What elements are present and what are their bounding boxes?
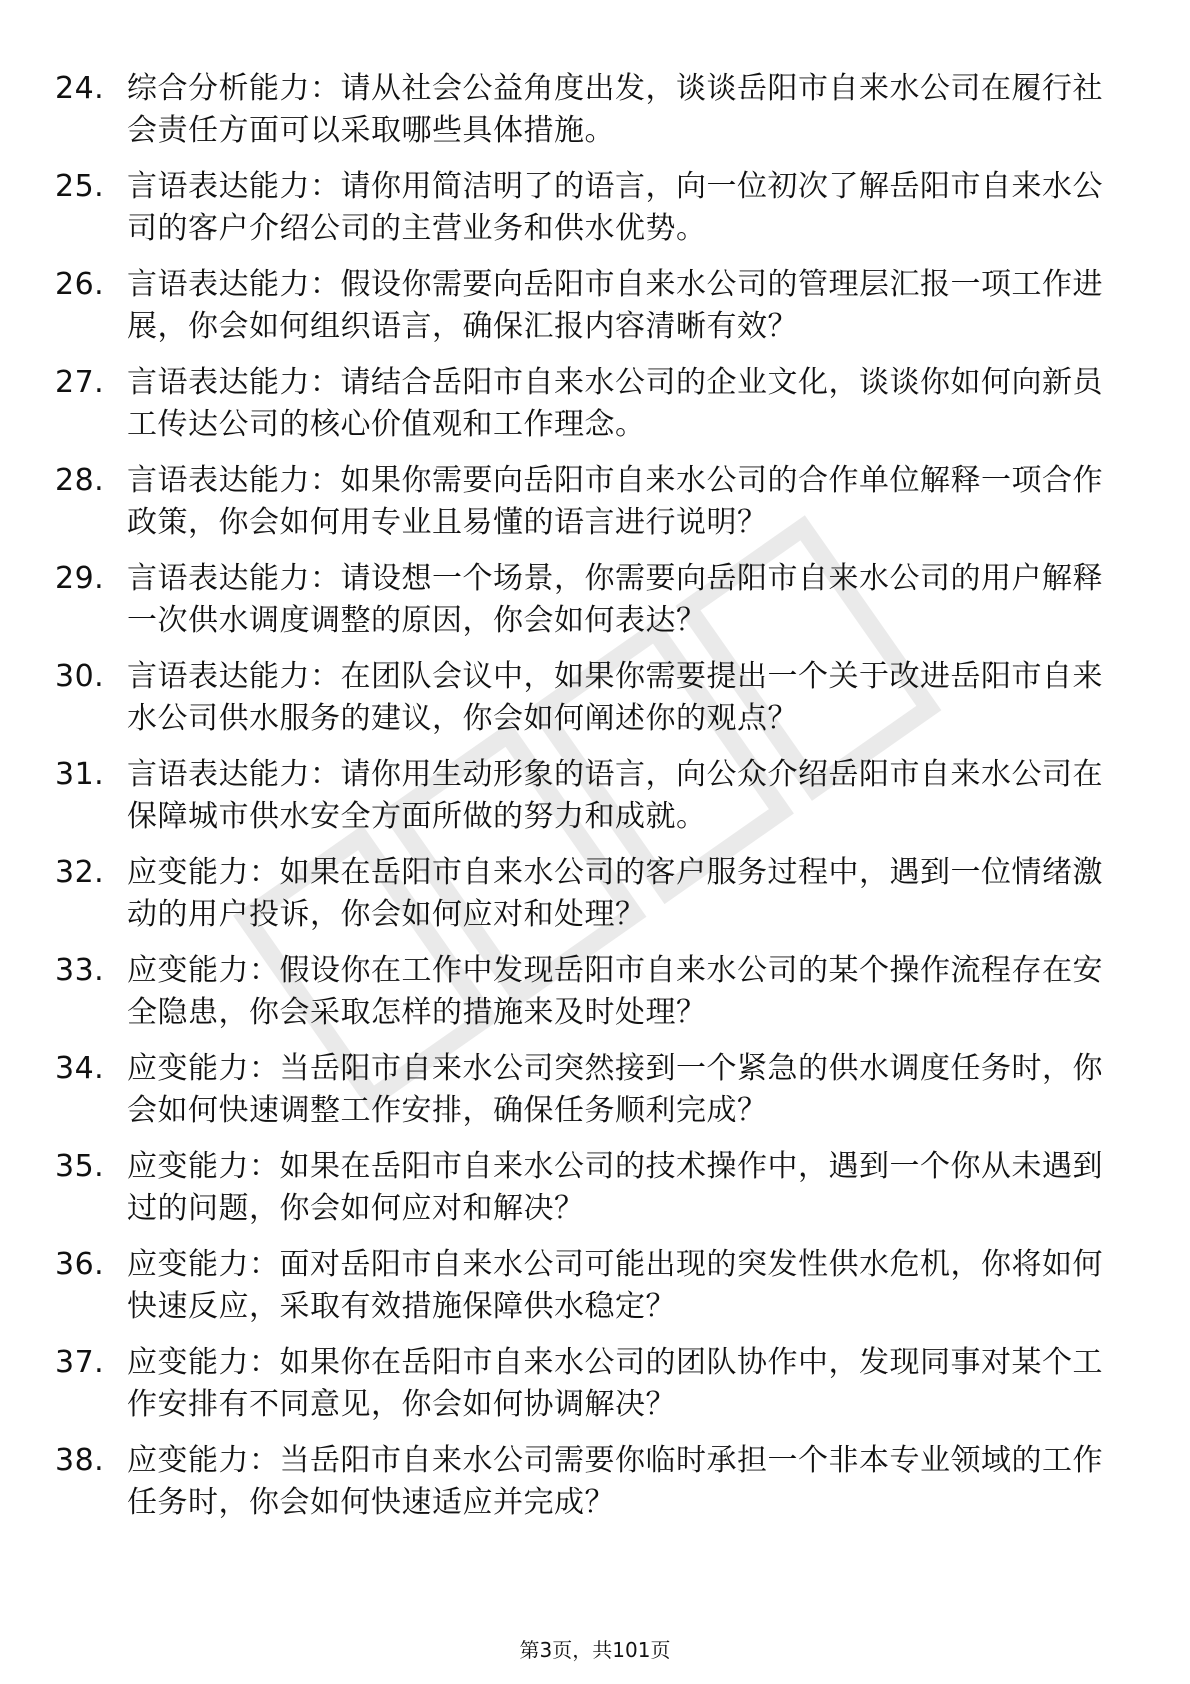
question-text: 综合分析能力：请从社会公益角度出发，谈谈岳阳市自来水公司在履行社会责任方面可以采取哪些具体措施。 xyxy=(127,71,1103,148)
question-number: 35. xyxy=(55,1149,105,1184)
question-number: 36. xyxy=(55,1247,105,1282)
question-text: 言语表达能力：请你用简洁明了的语言，向一位初次了解岳阳市自来水公司的客户介绍公司的主营业务和供水优势。 xyxy=(127,169,1103,246)
question-text: 应变能力：当岳阳市自来水公司需要你临时承担一个非本专业领域的工作任务时，你会如何快速适应并完成？ xyxy=(127,1443,1103,1520)
question-text: 言语表达能力：在团队会议中，如果你需要提出一个关于改进岳阳市自来水公司供水服务的建议，你会如何阐述你的观点？ xyxy=(127,659,1103,736)
question-text: 言语表达能力：请你用生动形象的语言，向公众介绍岳阳市自来水公司在保障城市供水安全方面所做的努力和成就。 xyxy=(127,757,1103,834)
question-text: 应变能力：假设你在工作中发现岳阳市自来水公司的某个操作流程存在安全隐患，你会采取怎样的措施来及时处理？ xyxy=(127,953,1103,1030)
question-text: 应变能力：如果在岳阳市自来水公司的客户服务过程中，遇到一位情绪激动的用户投诉，你会如何应对和处理？ xyxy=(127,855,1103,932)
question-text: 应变能力：如果你在岳阳市自来水公司的团队协作中，发现同事对某个工作安排有不同意见，你会如何协调解决？ xyxy=(127,1345,1103,1422)
question-number: 37. xyxy=(55,1345,105,1380)
question-number: 29. xyxy=(55,561,105,596)
question-item xyxy=(55,1244,1115,1328)
question-number: 31. xyxy=(55,757,105,792)
question-item xyxy=(55,166,1115,250)
question-item xyxy=(55,362,1115,446)
question-number: 34. xyxy=(55,1051,105,1086)
question-number: 24. xyxy=(55,71,105,106)
question-number: 25. xyxy=(55,169,105,204)
question-list xyxy=(55,68,1115,1538)
question-item xyxy=(55,558,1115,642)
question-number: 28. xyxy=(55,463,105,498)
question-item xyxy=(55,852,1115,936)
question-item xyxy=(55,264,1115,348)
question-text: 应变能力：面对岳阳市自来水公司可能出现的突发性供水危机，你将如何快速反应，采取有效措施保障供水稳定？ xyxy=(127,1247,1103,1324)
question-item xyxy=(55,950,1115,1034)
question-text: 言语表达能力：请设想一个场景，你需要向岳阳市自来水公司的用户解释一次供水调度调整的原因，你会如何表达？ xyxy=(127,561,1103,638)
question-item xyxy=(55,460,1115,544)
question-text: 言语表达能力：假设你需要向岳阳市自来水公司的管理层汇报一项工作进展，你会如何组织语言，确保汇报内容清晰有效？ xyxy=(127,267,1103,344)
question-text: 应变能力：当岳阳市自来水公司突然接到一个紧急的供水调度任务时，你会如何快速调整工作安排，确保任务顺利完成？ xyxy=(127,1051,1103,1128)
question-item xyxy=(55,1048,1115,1132)
question-number: 33. xyxy=(55,953,105,988)
page-footer: 第3页，共101页 xyxy=(519,1638,671,1662)
question-item xyxy=(55,1146,1115,1230)
question-item xyxy=(55,656,1115,740)
question-item xyxy=(55,754,1115,838)
question-text: 言语表达能力：请结合岳阳市自来水公司的企业文化，谈谈你如何向新员工传达公司的核心价值观和工作理念。 xyxy=(127,365,1103,442)
question-number: 32. xyxy=(55,855,105,890)
question-item xyxy=(55,1342,1115,1426)
question-item xyxy=(55,68,1115,152)
question-number: 30. xyxy=(55,659,105,694)
question-number: 27. xyxy=(55,365,105,400)
question-text: 言语表达能力：如果你需要向岳阳市自来水公司的合作单位解释一项合作政策，你会如何用专业且易懂的语言进行说明？ xyxy=(127,463,1103,540)
question-number: 26. xyxy=(55,267,105,302)
question-text: 应变能力：如果在岳阳市自来水公司的技术操作中，遇到一个你从未遇到过的问题，你会如何应对和解决？ xyxy=(127,1149,1103,1226)
question-number: 38. xyxy=(55,1443,105,1478)
question-item xyxy=(55,1440,1115,1524)
